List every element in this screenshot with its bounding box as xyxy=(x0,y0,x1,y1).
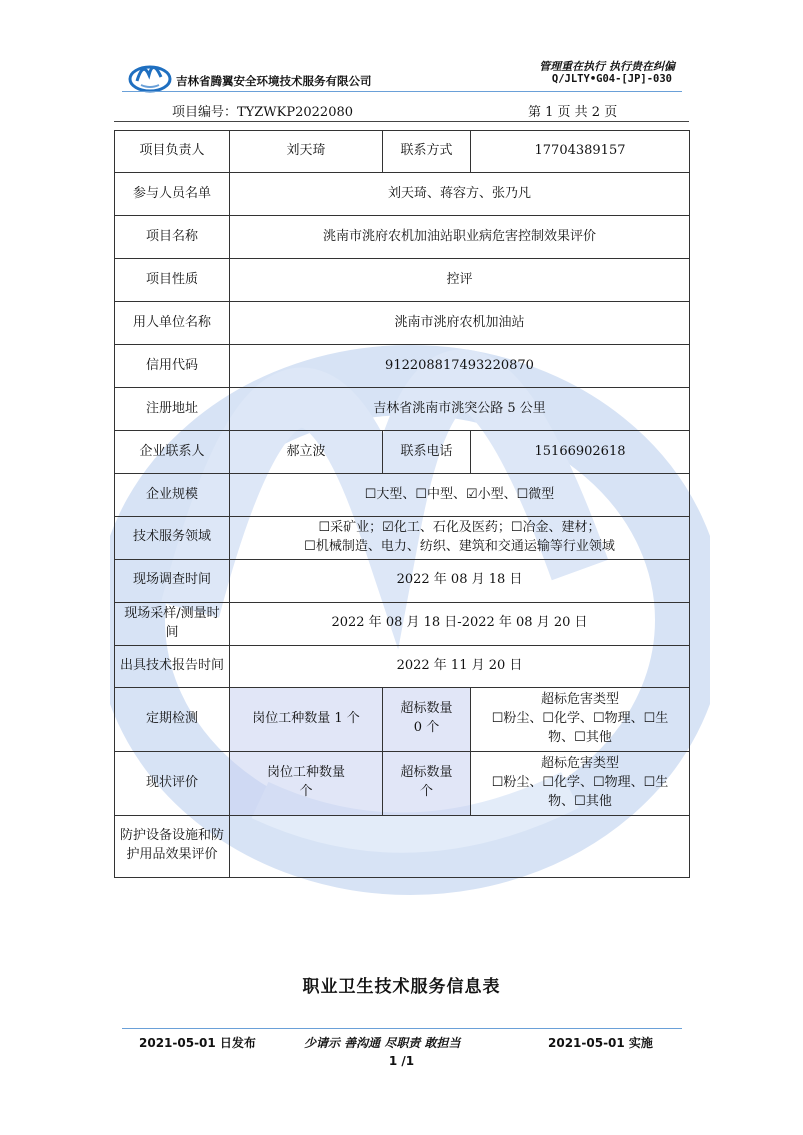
exceed-count-value: 个 xyxy=(419,784,433,800)
hazard-types xyxy=(471,751,690,815)
table-row xyxy=(115,815,690,877)
table-row xyxy=(115,474,690,517)
service-info-table xyxy=(114,130,690,878)
row-value: 郝立波 xyxy=(230,431,383,474)
row-label: 现状评价 xyxy=(115,751,230,815)
row-label: 信用代码 xyxy=(115,345,230,388)
row-value: 控评 xyxy=(230,259,690,302)
hazard-types-label: 超标危害类型 xyxy=(540,755,619,771)
row-label: 参与人员名单 xyxy=(115,173,230,216)
effective-date: 2021-05-01 实施 xyxy=(548,1036,653,1050)
row-label: 项目负责人 xyxy=(115,131,230,173)
row-value: 15166902618 xyxy=(471,431,690,474)
row-label: 企业规模 xyxy=(115,474,230,517)
row-value: 2022 年 08 月 18 日-2022 年 08 月 20 日 xyxy=(230,602,690,645)
row-label: 出具技术报告时间 xyxy=(115,645,230,687)
header-bottom-rule xyxy=(114,121,689,122)
exceed-count xyxy=(383,687,471,751)
table-row xyxy=(115,216,690,259)
table-row xyxy=(115,388,690,431)
header-divider xyxy=(122,91,682,92)
row-value: 2022 年 08 月 18 日 xyxy=(230,559,690,602)
post-count-value: 个 xyxy=(299,784,313,800)
row-label: 用人单位名称 xyxy=(115,302,230,345)
row-value: 912208817493220870 xyxy=(230,345,690,388)
row-label: 联系电话 xyxy=(383,431,471,474)
exceed-count-value: 0 个 xyxy=(413,720,440,736)
row-value: 17704389157 xyxy=(471,131,690,173)
footer-divider xyxy=(122,1028,682,1029)
exceed-count-label: 超标数量 xyxy=(400,701,453,717)
service-field-line-2: ☐机械制造、电力、纺织、建筑和交通运输等行业领域 xyxy=(304,538,615,554)
post-count-label: 岗位工种数量 xyxy=(266,765,345,781)
hazard-types-line-2: 物、☐其他 xyxy=(548,729,612,745)
row-value: 2022 年 11 月 20 日 xyxy=(230,645,690,687)
issue-date: 2021-05-01 日发布 xyxy=(139,1036,256,1050)
row-label: 技术服务领域 xyxy=(115,517,230,560)
row-value: 吉林省洮南市洮突公路 5 公里 xyxy=(230,388,690,431)
table-row xyxy=(115,345,690,388)
row-label: 企业联系人 xyxy=(115,431,230,474)
row-value xyxy=(230,815,690,877)
company-name: 吉林省腾翼安全环境技术服务有限公司 xyxy=(176,74,372,88)
page-header xyxy=(0,0,803,125)
hazard-types-line-1: ☐粉尘、☐化学、☐物理、☐生 xyxy=(491,774,669,790)
table-row xyxy=(115,173,690,216)
hazard-types-label: 超标危害类型 xyxy=(540,691,619,707)
hazard-types xyxy=(471,687,690,751)
row-value: 洮南市洮府农机加油站职业病危害控制效果评价 xyxy=(230,216,690,259)
page-of: 第 1 页 共 2 页 xyxy=(528,105,618,120)
row-label: 现场调查时间 xyxy=(115,559,230,602)
exceed-count xyxy=(383,751,471,815)
hazard-types-line-1: ☐粉尘、☐化学、☐物理、☐生 xyxy=(491,710,669,726)
service-field-line-1: ☐采矿业；☑化工、石化及医药；☐冶金、建材； xyxy=(318,520,601,535)
row-label: 项目名称 xyxy=(115,216,230,259)
table-row xyxy=(115,302,690,345)
table-row xyxy=(115,131,690,173)
table-row xyxy=(115,602,690,645)
table-row xyxy=(115,259,690,302)
row-label: 联系方式 xyxy=(383,131,471,173)
row-value: 刘天琦 xyxy=(230,131,383,173)
row-label: 现场采样/测量时间 xyxy=(115,602,230,645)
row-label: 项目性质 xyxy=(115,259,230,302)
row-value xyxy=(230,517,690,560)
table-row xyxy=(115,751,690,815)
table-row xyxy=(115,559,690,602)
row-label: 定期检测 xyxy=(115,687,230,751)
table-row xyxy=(115,431,690,474)
row-value: 洮南市洮府农机加油站 xyxy=(230,302,690,345)
row-value: ☐大型、☐中型、☑小型、☐微型 xyxy=(230,474,690,517)
footer-slogan: 少请示 善沟通 尽职责 敢担当 xyxy=(304,1036,461,1050)
document-title: 职业卫生技术服务信息表 xyxy=(302,977,501,997)
exceed-count-label: 超标数量 xyxy=(400,765,453,781)
row-value: 刘天琦、蒋容方、张乃凡 xyxy=(230,173,690,216)
row-label: 防护设备设施和防护用品效果评价 xyxy=(115,815,230,877)
page-number: 1 /1 xyxy=(388,1054,415,1068)
row-label: 注册地址 xyxy=(115,388,230,431)
document-code: Q/JLTY•G04-[JP]-030 xyxy=(551,73,672,85)
header-motto: 管理重在执行 执行贵在纠偏 xyxy=(539,60,675,73)
post-count xyxy=(230,751,383,815)
table-row xyxy=(115,687,690,751)
post-count: 岗位工种数量 1 个 xyxy=(230,687,383,751)
table-row xyxy=(115,645,690,687)
company-logo-icon xyxy=(127,55,173,95)
table-row xyxy=(115,517,690,560)
hazard-types-line-2: 物、☐其他 xyxy=(548,793,612,809)
project-number: 项目编号：TYZWKP2022080 xyxy=(172,105,354,120)
